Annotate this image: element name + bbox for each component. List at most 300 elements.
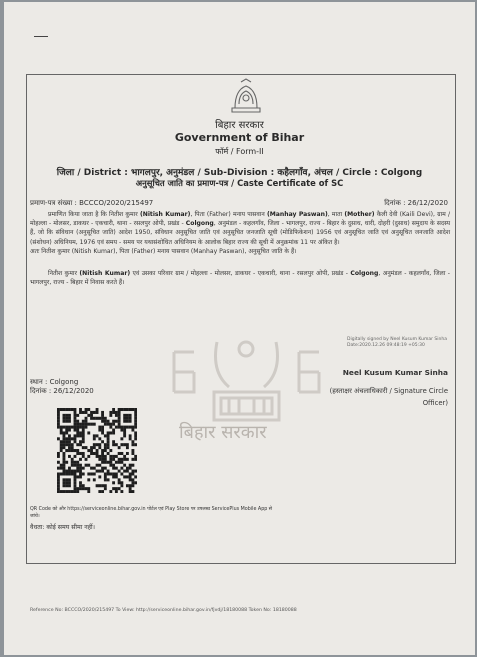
qr-module: [101, 426, 104, 429]
qr-module: [65, 461, 68, 464]
qr-module: [65, 426, 68, 429]
qr-module: [120, 408, 123, 411]
qr-module: [79, 431, 82, 434]
punch-mark: [34, 36, 48, 37]
qr-module: [98, 458, 101, 461]
qr-module: [71, 408, 74, 411]
qr-module: [126, 408, 129, 411]
qr-module: [63, 434, 66, 437]
qr-module: [68, 443, 71, 446]
qr-module: [104, 417, 107, 420]
qr-module: [112, 475, 115, 478]
qr-module: [57, 461, 60, 464]
qr-module: [79, 434, 82, 437]
qr-module: [93, 446, 96, 449]
qr-module: [126, 426, 129, 429]
qr-module: [87, 431, 90, 434]
state-emblem-icon: [229, 78, 263, 114]
qr-module: [90, 467, 93, 470]
certificate-number: प्रमाण-पत्र संख्या : BCCCO/2020/215497: [30, 199, 154, 207]
qr-module: [71, 446, 74, 449]
qr-module: [65, 431, 68, 434]
qr-module: [76, 431, 79, 434]
digital-signature-date: Date:2020.12.26 09:48:19 +05:30: [347, 342, 425, 348]
qr-module: [120, 452, 123, 455]
mother-label: (Mother): [344, 211, 375, 218]
qr-module: [104, 434, 107, 437]
qr-module: [98, 464, 101, 467]
qr-module: [76, 420, 79, 423]
qr-module: [112, 408, 115, 411]
qr-module: [131, 458, 134, 461]
qr-module: [65, 437, 68, 440]
qr-module: [76, 461, 79, 464]
qr-module: [68, 426, 71, 429]
paragraph-text: , पिता (Father) मनाय पासवान: [190, 211, 267, 218]
qr-module: [107, 472, 110, 475]
qr-module: [115, 472, 118, 475]
qr-module: [57, 487, 60, 490]
qr-module: [79, 481, 82, 484]
qr-module: [71, 437, 74, 440]
qr-module: [98, 484, 101, 487]
qr-module: [93, 478, 96, 481]
qr-module: [115, 461, 118, 464]
qr-module: [126, 467, 129, 470]
qr-module: [82, 411, 85, 414]
qr-module: [107, 446, 110, 449]
qr-module: [118, 423, 121, 426]
qr-code: [57, 408, 137, 493]
qr-module: [118, 481, 121, 484]
qr-module: [126, 417, 129, 420]
qr-module: [101, 429, 104, 432]
qr-module: [131, 449, 134, 452]
issue-place: स्थान : Colgong: [30, 378, 79, 386]
qr-module: [126, 470, 129, 473]
qr-module: [123, 420, 126, 423]
qr-module: [131, 490, 134, 493]
qr-module: [126, 475, 129, 478]
qr-module: [65, 478, 68, 481]
qr-module: [104, 449, 107, 452]
qr-module: [74, 487, 77, 490]
qr-module: [87, 408, 90, 411]
signatory-name: Neel Kusum Kumar Sinha: [342, 368, 448, 377]
qr-module: [96, 417, 99, 420]
qr-module: [82, 434, 85, 437]
qr-module: [104, 458, 107, 461]
qr-module: [134, 458, 137, 461]
qr-module: [118, 446, 121, 449]
qr-module: [101, 417, 104, 420]
qr-module: [71, 464, 74, 467]
qr-module: [85, 458, 88, 461]
qr-module: [101, 458, 104, 461]
qr-module: [112, 411, 115, 414]
qr-module: [57, 420, 60, 423]
qr-module: [76, 452, 79, 455]
qr-module: [112, 431, 115, 434]
qr-module: [129, 475, 132, 478]
qr-module: [63, 490, 66, 493]
qr-module: [57, 475, 60, 478]
qr-module: [76, 429, 79, 432]
qr-module: [71, 472, 74, 475]
qr-module: [107, 470, 110, 473]
signatory-designation: [298, 385, 448, 409]
qr-module: [68, 408, 71, 411]
qr-module: [131, 481, 134, 484]
qr-module: [63, 440, 66, 443]
qr-module: [131, 408, 134, 411]
qr-module: [123, 431, 126, 434]
qr-module: [93, 434, 96, 437]
qr-module: [74, 426, 77, 429]
qr-module: [101, 455, 104, 458]
qr-module: [123, 426, 126, 429]
location-line: जिला / District : भागलपुर, अनुमंडल / Sub-Division : कहैलगाँव, अंचल / Circle : Colgong: [56, 168, 423, 178]
qr-module: [134, 443, 137, 446]
qr-module: [82, 423, 85, 426]
qr-module: [96, 434, 99, 437]
qr-module: [79, 443, 82, 446]
qr-module: [134, 420, 137, 423]
qr-module: [109, 472, 112, 475]
qr-module: [85, 487, 88, 490]
qr-module: [76, 414, 79, 417]
qr-module: [134, 414, 137, 417]
qr-module: [74, 417, 77, 420]
qr-module: [134, 431, 137, 434]
qr-module: [87, 464, 90, 467]
holder-name: (Nitish Kumar): [79, 270, 131, 277]
validity-note: वैधता: कोई समय सीमा नहीं।: [30, 524, 95, 531]
qr-module: [63, 455, 66, 458]
qr-module: [79, 440, 82, 443]
qr-module: [123, 458, 126, 461]
qr-module: [63, 437, 66, 440]
qr-module: [71, 449, 74, 452]
qr-module: [109, 423, 112, 426]
qr-module: [79, 423, 82, 426]
qr-module: [90, 411, 93, 414]
qr-module: [118, 452, 121, 455]
qr-module: [96, 464, 99, 467]
qr-module: [120, 426, 123, 429]
qr-module: [96, 470, 99, 473]
qr-module: [57, 426, 60, 429]
qr-module: [109, 431, 112, 434]
dept-english: Government of Bihar: [174, 131, 305, 144]
qr-module: [65, 443, 68, 446]
qr-module: [82, 484, 85, 487]
qr-module: [131, 484, 134, 487]
qr-module: [134, 426, 137, 429]
qr-module: [85, 420, 88, 423]
qr-module: [115, 443, 118, 446]
qr-module: [65, 417, 68, 420]
qr-module: [115, 414, 118, 417]
qr-module: [79, 411, 82, 414]
block-name: Colgong: [185, 220, 214, 228]
qr-module: [87, 478, 90, 481]
qr-module: [79, 487, 82, 490]
qr-module: [57, 484, 60, 487]
qr-module: [65, 472, 68, 475]
qr-module: [107, 437, 110, 440]
qr-module: [85, 426, 88, 429]
qr-module: [68, 420, 71, 423]
qr-module: [118, 478, 121, 481]
qr-module: [115, 490, 118, 493]
qr-module: [65, 408, 68, 411]
qr-module: [101, 467, 104, 470]
qr-module: [74, 429, 77, 432]
qr-module: [109, 411, 112, 414]
qr-module: [76, 470, 79, 473]
qr-module: [68, 434, 71, 437]
qr-module: [68, 484, 71, 487]
qr-module: [79, 464, 82, 467]
qr-module: [96, 449, 99, 452]
qr-module: [101, 490, 104, 493]
qr-module: [107, 461, 110, 464]
paragraph-text: कैली देवी (Kaili Devi), ग्राम / मोहल्ला - मोलसर, डाकघर - एकचारी, थाना - रसलपुर ओपी, प्रखंड -: [30, 211, 451, 228]
qr-module: [60, 464, 63, 467]
qr-module: [68, 455, 71, 458]
qr-module: [57, 408, 60, 411]
qr-module: [126, 414, 129, 417]
qr-module: [129, 478, 132, 481]
qr-module: [60, 472, 63, 475]
qr-module: [120, 472, 123, 475]
qr-module: [60, 446, 63, 449]
qr-module: [68, 449, 71, 452]
qr-module: [63, 458, 66, 461]
qr-module: [115, 455, 118, 458]
qr-module: [74, 440, 77, 443]
qr-module: [76, 426, 79, 429]
qr-module: [118, 417, 121, 420]
qr-module: [107, 443, 110, 446]
qr-module: [98, 429, 101, 432]
qr-module: [120, 490, 123, 493]
qr-module: [93, 411, 96, 414]
qr-module: [60, 467, 63, 470]
qr-module: [118, 470, 121, 473]
qr-module: [74, 437, 77, 440]
qr-module: [120, 481, 123, 484]
qr-module: [85, 411, 88, 414]
qr-module: [74, 449, 77, 452]
qr-module: [107, 420, 110, 423]
qr-module: [104, 478, 107, 481]
qr-module: [123, 475, 126, 478]
qr-module: [120, 429, 123, 432]
qr-module: [104, 475, 107, 478]
digital-signature: [347, 337, 447, 348]
qr-module: [115, 487, 118, 490]
qr-module: [123, 470, 126, 473]
qr-module: [112, 467, 115, 470]
qr-module: [129, 472, 132, 475]
qr-module: [107, 452, 110, 455]
qr-module: [98, 437, 101, 440]
qr-module: [87, 490, 90, 493]
qr-module: [104, 472, 107, 475]
qr-module: [65, 490, 68, 493]
qr-module: [71, 461, 74, 464]
qr-module: [123, 408, 126, 411]
certificate-title: अनुसूचित जाति का प्रमाण-पत्र / Caste Certificate of SC: [135, 178, 344, 188]
qr-module: [104, 423, 107, 426]
qr-module: [65, 414, 68, 417]
qr-module: [90, 449, 93, 452]
qr-module: [74, 490, 77, 493]
paragraph-text: , अनुमंडल - कहलगाँव, जिला - भागलपुर, राज्य - बिहार में निवास करते हैं।: [30, 270, 450, 287]
qr-module: [74, 408, 77, 411]
designation-line: (हस्ताक्षर अंचलाधिकारी / Signature Circle: [329, 387, 448, 395]
qr-module: [112, 487, 115, 490]
qr-module: [74, 475, 77, 478]
qr-module: [109, 449, 112, 452]
qr-module: [109, 490, 112, 493]
qr-module: [115, 467, 118, 470]
qr-module: [126, 420, 129, 423]
block-name: Colgong: [350, 270, 379, 277]
qr-module: [60, 490, 63, 493]
qr-module: [129, 464, 132, 467]
qr-module: [129, 490, 132, 493]
qr-module: [68, 481, 71, 484]
qr-module: [115, 411, 118, 414]
qr-module: [104, 420, 107, 423]
qr-module: [57, 472, 60, 475]
qr-module: [96, 408, 99, 411]
qr-module: [98, 417, 101, 420]
qr-module: [74, 414, 77, 417]
qr-module: [101, 449, 104, 452]
qr-module: [118, 420, 121, 423]
qr-module: [82, 472, 85, 475]
qr-module: [63, 414, 66, 417]
qr-module: [65, 449, 68, 452]
certificate-paragraph-1: [30, 210, 450, 256]
qr-module: [71, 443, 74, 446]
qr-module: [90, 423, 93, 426]
qr-module: [93, 423, 96, 426]
qr-module: [109, 458, 112, 461]
qr-module: [98, 455, 101, 458]
qr-module: [74, 464, 77, 467]
qr-module: [74, 481, 77, 484]
qr-module: [63, 464, 66, 467]
qr-module: [112, 423, 115, 426]
qr-module: [74, 455, 77, 458]
qr-module: [74, 434, 77, 437]
qr-module: [82, 420, 85, 423]
qr-module: [131, 452, 134, 455]
qr-module: [118, 458, 121, 461]
qr-module: [129, 487, 132, 490]
qr-module: [79, 470, 82, 473]
qr-module: [101, 431, 104, 434]
qr-module: [131, 429, 134, 432]
qr-module: [57, 452, 60, 455]
qr-module: [120, 458, 123, 461]
qr-module: [107, 434, 110, 437]
qr-module: [98, 446, 101, 449]
qr-module: [123, 414, 126, 417]
qr-module: [93, 443, 96, 446]
qr-module: [63, 417, 66, 420]
paragraph-text: , माता: [327, 211, 345, 218]
qr-module: [101, 420, 104, 423]
qr-module: [118, 426, 121, 429]
qr-module: [85, 446, 88, 449]
qr-module: [131, 464, 134, 467]
qr-module: [60, 408, 63, 411]
qr-module: [129, 414, 132, 417]
qr-module: [63, 408, 66, 411]
qr-module: [134, 470, 137, 473]
father-name: (Manhay Paswan): [266, 211, 328, 218]
qr-module: [98, 470, 101, 473]
qr-module: [131, 478, 134, 481]
qr-module: [101, 440, 104, 443]
qr-module: [57, 414, 60, 417]
qr-module: [79, 467, 82, 470]
qr-module: [98, 475, 101, 478]
qr-module: [65, 481, 68, 484]
qr-module: [74, 478, 77, 481]
qr-module: [63, 452, 66, 455]
qr-module: [79, 472, 82, 475]
qr-module: [68, 467, 71, 470]
qr-module: [109, 464, 112, 467]
qr-module: [68, 472, 71, 475]
qr-module: [82, 455, 85, 458]
qr-module: [112, 429, 115, 432]
qr-module: [63, 426, 66, 429]
issue-date: दिनांक : 26/12/2020: [30, 387, 94, 395]
qr-module: [109, 414, 112, 417]
qr-module: [134, 434, 137, 437]
qr-module: [126, 452, 129, 455]
qr-module: [57, 417, 60, 420]
certificate-paragraph-2: [30, 269, 450, 287]
qr-module: [57, 411, 60, 414]
qr-module: [112, 481, 115, 484]
qr-module: [63, 420, 66, 423]
qr-module: [82, 467, 85, 470]
qr-module: [107, 431, 110, 434]
paragraph-text: , अनुमंडल - कहलगाँव, जिला - भागलपुर, राज्य - बिहार के दुसाध, धारी, दोहरी (दुसाध) समुदाय के सदस्य हैं, जो कि संविधान (अनुसूचित जाति) आदेश 1950, संविधान अनुसूचित जाति एवं अनुसूचित जनजाति सूची (मोडिफिकेशन) 1956 एवं अनुसूचित जाति एवं अनुसूचित जनजाति आदेश (संशोधन) अधिनियम, 1976 एवं समय - समय पर यथासंशोधित अधिनियम के आलोक बिहार राज्य की सूची में अनुक्रमांक 11 पर अंकित है।: [30, 220, 450, 246]
qr-module: [93, 437, 96, 440]
qr-module: [68, 414, 71, 417]
qr-module: [85, 464, 88, 467]
qr-module: [112, 440, 115, 443]
qr-module: [93, 417, 96, 420]
qr-module: [74, 423, 77, 426]
qr-module: [82, 452, 85, 455]
qr-module: [109, 426, 112, 429]
qr-module: [115, 420, 118, 423]
qr-module: [76, 423, 79, 426]
qr-module: [68, 490, 71, 493]
qr-module: [79, 408, 82, 411]
